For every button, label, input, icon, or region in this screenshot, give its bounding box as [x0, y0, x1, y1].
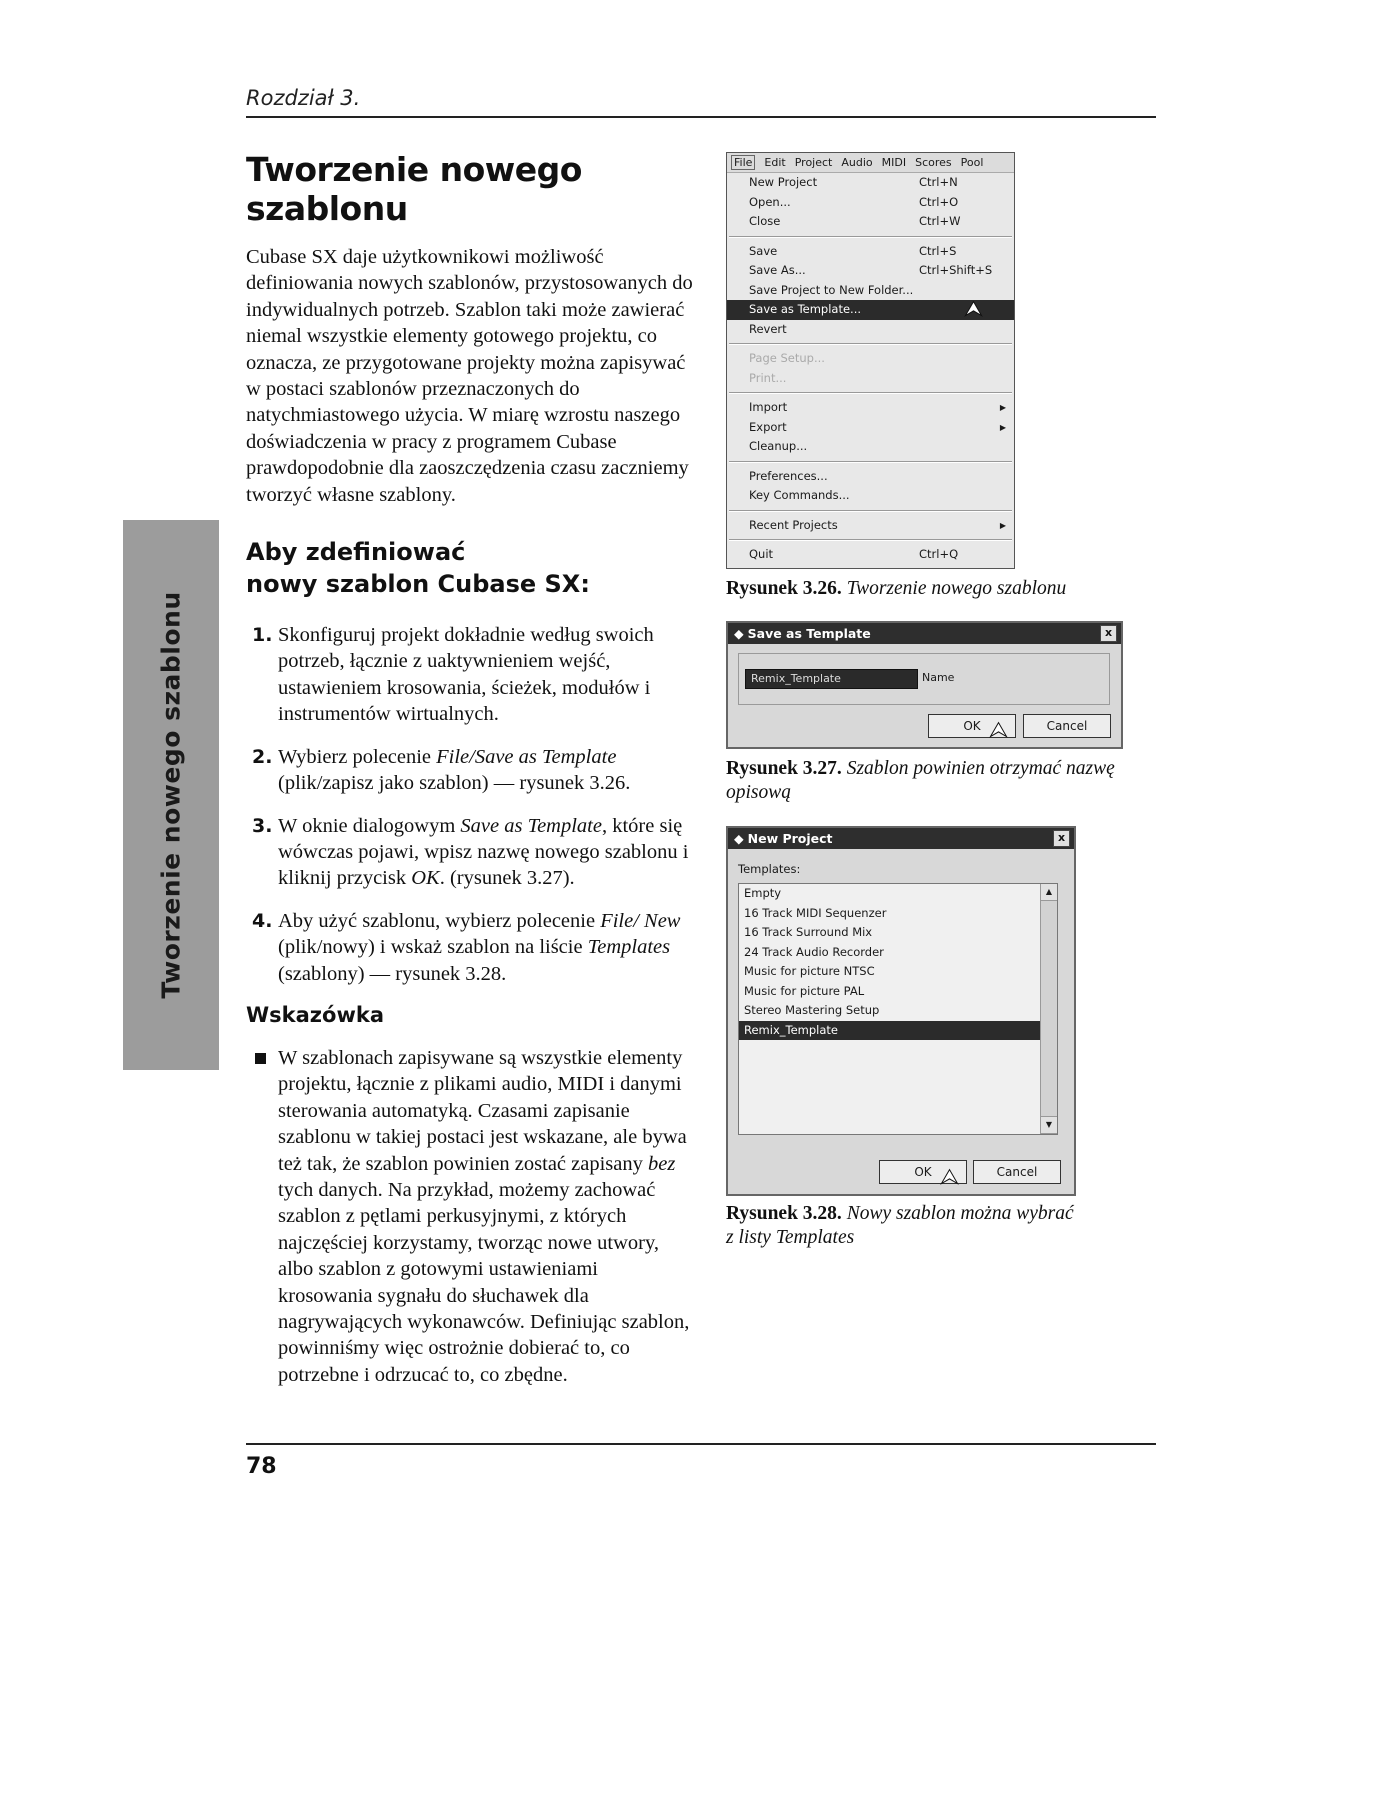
- menu-item-label: Key Commands...: [749, 488, 850, 502]
- menu-item[interactable]: [727, 437, 1014, 457]
- step-text: Aby użyć szablonu, wybierz polecenie: [278, 909, 601, 932]
- file-menu-screenshot: [726, 152, 1015, 569]
- cancel-button[interactable]: Cancel: [1023, 714, 1111, 738]
- menu-item-label: Page Setup...: [749, 351, 825, 365]
- dialog-titlebar: [728, 623, 1121, 644]
- menu-item-shortcut: Ctrl+N: [919, 175, 958, 189]
- menu-item[interactable]: [727, 320, 1014, 340]
- caption-text: Szablon powinien otrzymać nazwę opisową: [726, 758, 1115, 803]
- submenu-arrow-icon: ▶: [999, 520, 1006, 530]
- article-column: [246, 150, 694, 1388]
- menu-item-label: Cleanup...: [749, 439, 808, 453]
- step-text: , które się wówczas pojawi, wpisz nazwę nowego szablonu i kliknij przycisk: [278, 814, 689, 890]
- footer-rule: [246, 1443, 1156, 1445]
- menu-separator: [729, 392, 1012, 394]
- menu-edit[interactable]: Edit: [764, 156, 786, 169]
- name-label: Name: [922, 671, 955, 684]
- scroll-up-icon[interactable]: ▲: [1041, 884, 1057, 901]
- tip-item: [246, 1045, 694, 1388]
- scrollbar[interactable]: [1040, 884, 1057, 1134]
- templates-list[interactable]: [738, 883, 1058, 1135]
- menu-item-shortcut: Ctrl+Q: [919, 547, 959, 561]
- menu-pool[interactable]: Pool: [960, 156, 984, 169]
- menu-file[interactable]: File: [731, 155, 755, 170]
- step-number: 2.: [252, 745, 273, 768]
- templates-label: Templates:: [738, 862, 801, 876]
- scroll-down-icon[interactable]: ▼: [1041, 1116, 1057, 1134]
- intro-paragraph: Cubase SX daje użytkownikowi możliwość definiowania nowych szablonów, przystosowanych do indywidualnych potrzeb. Szablon taki może zawierać niemal wszystkie elementy gotowego projektu, co oznacza, ze przygotowane projekty można zapisywać w postaci szablonów przeznaczonych do natychmiastowego użycia. W miarę wzrostu naszego doświadczenia w pracy z programem Cubase prawdopodobnie dla zaoszczędzenia czasu zaczniemy tworzyć własne szablony.: [246, 246, 693, 506]
- caption-label: Rysunek 3.26.: [726, 578, 842, 599]
- step-text: Skonfiguruj projekt dokładnie według swoich potrzeb, łącznie z uaktywnieniem wejść, ustawieniem krosowania, ścieżek, modułów i instrumentów wirtualnych.: [278, 624, 654, 726]
- menu-item[interactable]: [727, 193, 1014, 213]
- menu-item[interactable]: [727, 261, 1014, 281]
- side-tab-text: Tworzenie nowego szablonu: [156, 591, 186, 999]
- menu-item-shortcut: Ctrl+O: [919, 194, 959, 209]
- menu-separator: [729, 343, 1012, 345]
- caption-label: Rysunek 3.28.: [726, 1203, 842, 1224]
- caption-text: Nowy szablon można wybrać: [846, 1203, 1074, 1224]
- menu-separator: [729, 539, 1012, 541]
- ok-button[interactable]: OK: [928, 714, 1016, 738]
- step-item: [246, 813, 694, 892]
- menu-item-label: Open...: [749, 194, 791, 209]
- menu-item[interactable]: [727, 242, 1014, 262]
- caption-text: z listy Templates: [726, 1227, 855, 1248]
- template-list-item[interactable]: Music for picture NTSC: [744, 964, 875, 978]
- close-button[interactable]: x: [1053, 830, 1070, 847]
- step-command: OK: [411, 867, 440, 890]
- menu-item-label: Print...: [749, 370, 787, 385]
- template-list-item[interactable]: 16 Track Surround Mix: [744, 925, 873, 939]
- menu-item-label: Save as Template...: [749, 302, 862, 316]
- side-tab: [123, 520, 219, 1070]
- step-number: 1.: [252, 624, 273, 647]
- dialog-title: New Project: [747, 831, 833, 846]
- menu-item-label: New Project: [749, 175, 818, 189]
- step-text: (szablony) — rysunek 3.28.: [278, 962, 507, 985]
- menu-item[interactable]: [727, 173, 1014, 193]
- menu-item-label: Close: [749, 214, 781, 228]
- tip-heading: Wskazówka: [246, 1002, 384, 1027]
- procedure-heading: [246, 536, 694, 600]
- save-as-template-dialog: [726, 621, 1123, 749]
- menu-item-shortcut: Ctrl+S: [919, 243, 957, 258]
- tip-text: tych danych. Na przykład, możemy zachować szablon z pętlami perkusyjnymi, z których najczęściej korzystamy, tworząc nowe utwory, albo szablon z gotowymi ustawieniami krosowania sygnału do słuchawek dla nagrywających wykonawców. Definiując szablon, powinniśmy więc ostrożnie dobierać to, co potrzebne i odrzucać to, co zbędne.: [278, 1178, 690, 1386]
- step-command: File/Save as Template: [436, 745, 617, 768]
- submenu-arrow-icon: ▶: [999, 403, 1006, 412]
- menu-separator: [729, 461, 1012, 463]
- menu-item-shortcut: Ctrl+Shift+S: [919, 263, 993, 277]
- menu-item[interactable]: [727, 398, 1014, 418]
- menu-audio[interactable]: Audio: [841, 156, 873, 169]
- step-command: Templates: [587, 936, 671, 959]
- menu-item-label: Revert: [749, 321, 787, 336]
- figure-caption: [726, 577, 1066, 601]
- menu-item[interactable]: [727, 516, 1014, 536]
- dialog-title: Save as Template: [747, 626, 871, 641]
- caption-label: Rysunek 3.27.: [726, 758, 842, 779]
- figure-caption: [726, 757, 1166, 805]
- menu-item: [727, 369, 1014, 389]
- page-number: 78: [246, 1454, 277, 1479]
- menu-separator: [729, 236, 1012, 238]
- step-item: [246, 908, 694, 987]
- step-text: (plik/nowy) i wskaż szablon na liście: [278, 936, 588, 959]
- menu-midi[interactable]: MIDI: [881, 156, 907, 169]
- step-item: [246, 744, 694, 797]
- menu-item[interactable]: [727, 212, 1014, 232]
- procedure-heading-line1: Aby zdefiniować: [246, 538, 466, 567]
- tip-emphasis: bez: [648, 1152, 676, 1175]
- cubase-logo-icon: ◆: [734, 626, 744, 641]
- templates-list-items: [739, 884, 1057, 1040]
- menu-scores[interactable]: Scores: [915, 156, 952, 169]
- template-list-item[interactable]: Music for picture PAL: [744, 983, 865, 998]
- square-bullet-icon: [255, 1053, 266, 1064]
- step-command: Save as Template: [460, 814, 602, 837]
- step-text: (plik/zapisz jako szablon) — rysunek 3.26.: [278, 772, 631, 795]
- menu-item-label: Export: [749, 419, 787, 434]
- menu-item: [727, 349, 1014, 369]
- step-number: 3.: [252, 814, 273, 837]
- close-button[interactable]: x: [1100, 625, 1117, 642]
- step-number: 4.: [252, 909, 273, 932]
- chapter-header: Rozdział 3.: [246, 86, 1156, 118]
- mouse-pointer-icon: ⮝: [941, 1164, 958, 1188]
- new-project-dialog: [726, 826, 1076, 1196]
- template-list-item[interactable]: 16 Track MIDI Sequenzer: [744, 905, 887, 920]
- file-menu-dropdown: [727, 173, 1014, 565]
- figure-caption: [726, 1202, 1074, 1250]
- page-title: Tworzenie nowego szablonu: [246, 150, 582, 228]
- mouse-pointer-icon: ⮝: [990, 717, 1007, 741]
- cubase-logo-icon: ◆: [734, 831, 744, 846]
- template-list-item[interactable]: Remix_Template: [739, 1021, 1041, 1041]
- dialog-titlebar: [728, 828, 1074, 849]
- menu-item-shortcut: Ctrl+W: [919, 214, 961, 228]
- template-list-item[interactable]: 24 Track Audio Recorder: [744, 944, 884, 959]
- tip-text: W szablonach zapisywane są wszystkie elementy projektu, łącznie z plikami audio, MIDI i danymi sterowania automatyką. Czasami zapisanie szablonu w takiej postaci jest wskazane, ale bywa też tak, że szablon powinien zostać zapisany: [278, 1046, 687, 1175]
- menu-item-label: Recent Projects: [749, 517, 838, 532]
- menu-item[interactable]: [727, 418, 1014, 438]
- cancel-button[interactable]: Cancel: [973, 1160, 1061, 1184]
- menubar: [727, 153, 1014, 173]
- menu-item-label: Save Project to New Folder...: [749, 282, 914, 297]
- menu-item[interactable]: [727, 545, 1014, 565]
- step-item: [246, 622, 694, 728]
- step-command: File/ New: [600, 909, 681, 932]
- menu-item-label: Preferences...: [749, 468, 828, 483]
- menu-project[interactable]: Project: [794, 156, 833, 169]
- menu-item-label: Save As...: [749, 263, 806, 277]
- menu-separator: [729, 510, 1012, 512]
- menu-item-label: Save: [749, 243, 778, 258]
- caption-text: Tworzenie nowego szablonu: [846, 578, 1067, 599]
- menu-item-label: Import: [749, 400, 788, 414]
- template-list-item[interactable]: Empty: [744, 886, 782, 900]
- procedure-heading-line2: nowy szablon Cubase SX:: [246, 570, 590, 599]
- mouse-pointer-icon: ⮝: [965, 296, 982, 320]
- menu-item[interactable]: [727, 467, 1014, 487]
- step-text: W oknie dialogowym: [278, 814, 461, 837]
- step-text: Wybierz polecenie: [278, 745, 437, 768]
- submenu-arrow-icon: ▶: [999, 422, 1006, 432]
- template-name-input[interactable]: Remix_Template: [745, 669, 918, 689]
- steps-list: [246, 622, 694, 987]
- step-text: . (rysunek 3.27).: [439, 867, 575, 890]
- menu-item[interactable]: [727, 486, 1014, 506]
- menu-item-label: Quit: [749, 547, 774, 561]
- template-list-item[interactable]: Stereo Mastering Setup: [744, 1003, 880, 1017]
- ok-button[interactable]: OK: [879, 1160, 967, 1184]
